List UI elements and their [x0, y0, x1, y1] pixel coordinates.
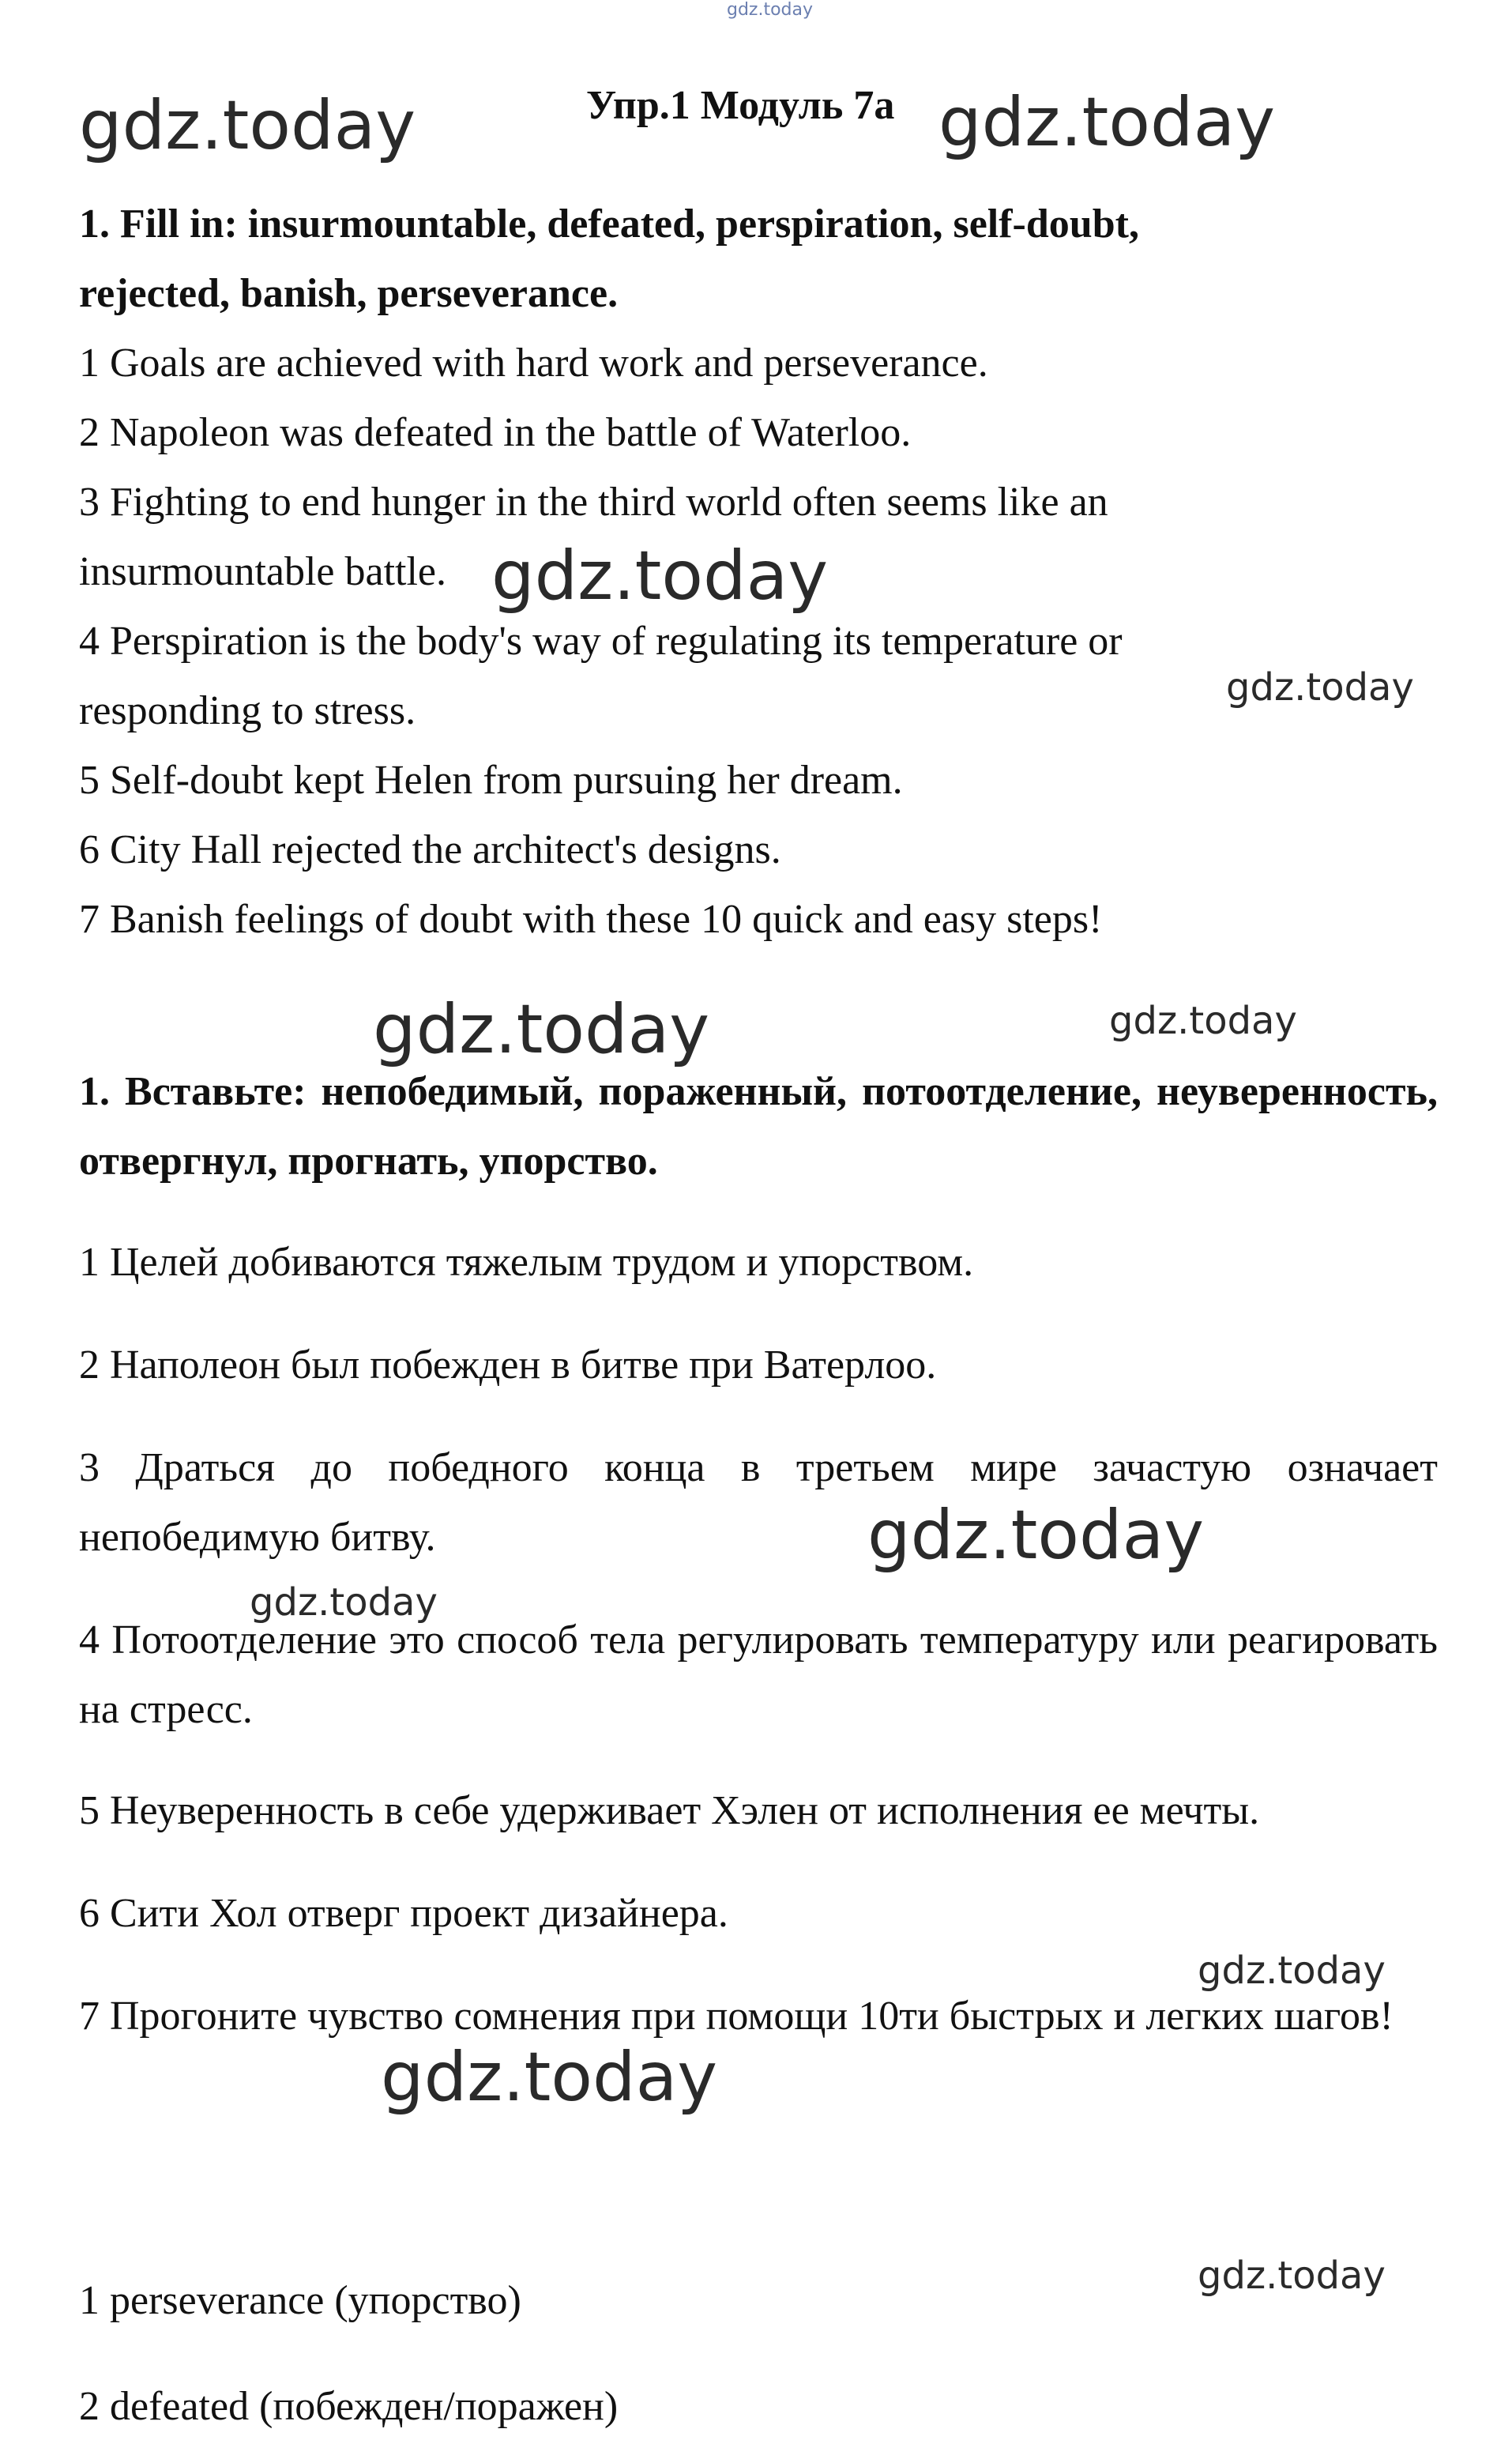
watermark: gdz.today [381, 2038, 718, 2117]
watermark: gdz.today [938, 83, 1276, 162]
exercise-line: 3 Fighting to end hunger in the third world often seems like an [79, 480, 1108, 525]
watermark: gdz.today [79, 86, 416, 165]
translation-line: 6 Сити Хол отверг проект дизайнера. [79, 1891, 728, 1936]
exercise-line: 5 Self-doubt kept Helen from pursuing her dream. [79, 758, 903, 803]
exercise-line: 1 Goals are achieved with hard work and perseverance. [79, 341, 988, 386]
exercise-line: 2 Napoleon was defeated in the battle of Waterloo. [79, 410, 912, 455]
watermark: gdz.today [373, 990, 710, 1069]
watermark: gdz.today [1109, 999, 1297, 1043]
translation-line: 2 Наполеон был побежден в битве при Ватерлоо. [79, 1342, 937, 1388]
task-instruction: rejected, banish, perseverance. [79, 271, 619, 316]
translation-line: 4 Потоотделение это способ тела регулировать температуру или реагировать на стресс. [79, 1617, 1438, 1732]
translation-line: 5 Неуверенность в себе удерживает Хэлен от исполнения ее мечты. [79, 1788, 1260, 1833]
exercise-line: 4 Perspiration is the body's way of regulating its temperature or [79, 619, 1123, 664]
exercise-line: 7 Banish feelings of doubt with these 10 quick and easy steps! [79, 897, 1103, 942]
translation-instruction: 1. Вставьте: непобедимый, пораженный, потоотделение, неуверенность, отвергнул, прогнать, упорство. [79, 1069, 1438, 1184]
exercise-line: 6 City Hall rejected the architect's designs. [79, 827, 781, 872]
watermark: gdz.today [1198, 2254, 1386, 2298]
translation-line: 1 Целей добиваются тяжелым трудом и упорством. [79, 1240, 974, 1285]
watermark: gdz.today [250, 1580, 438, 1625]
answer-line: 2 defeated (побежден/поражен) [79, 2384, 619, 2429]
page-title: Упр.1 Модуль 7а [586, 83, 895, 128]
translation-line: 7 Прогоните чувство сомнения при помощи 10ти быстрых и легких шагов! [79, 1994, 1394, 2039]
watermark: gdz.today [491, 537, 829, 616]
translation-line: 3 Драться до победного конца в третьем мире зачастую означает непобедимую битву. [79, 1445, 1438, 1560]
task-instruction: 1. Fill in: insurmountable, defeated, perspiration, self-doubt, [79, 201, 1139, 247]
english-exercise [79, 190, 1438, 955]
watermark: gdz.today [1198, 1949, 1386, 1993]
answer-line: 1 perseverance (упорство) [79, 2278, 521, 2323]
exercise-line: insurmountable battle. [79, 549, 447, 594]
watermark: gdz.today [867, 1496, 1205, 1575]
watermark-top: gdz.today [727, 0, 814, 20]
watermark: gdz.today [1226, 665, 1414, 710]
exercise-line: responding to stress. [79, 688, 416, 733]
